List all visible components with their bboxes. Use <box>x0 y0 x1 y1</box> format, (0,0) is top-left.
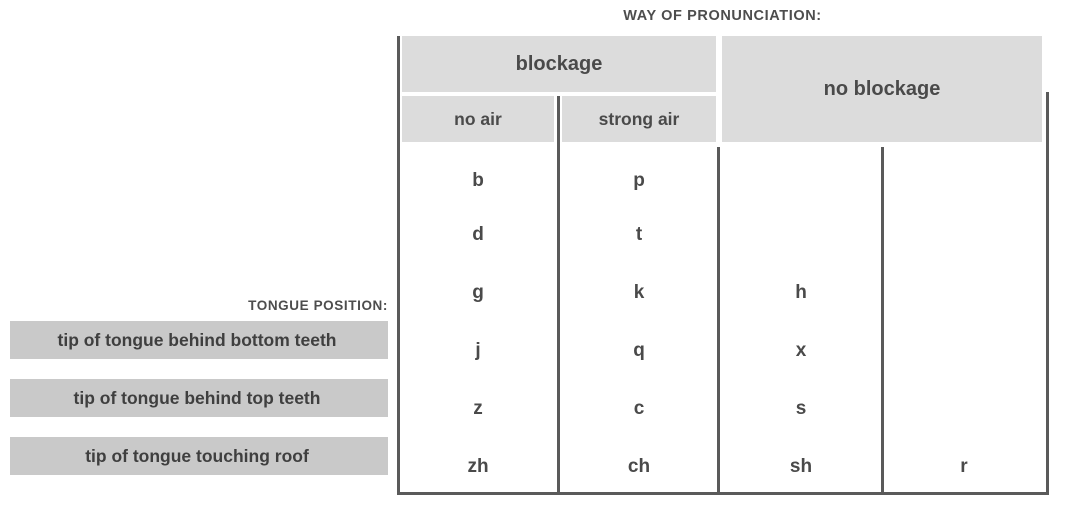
cell-strong-air-4: q <box>633 340 645 361</box>
cell-no-blockage2-4 <box>886 338 1042 364</box>
cell-no-blockage1-2 <box>722 222 880 248</box>
row-label-bottom-teeth: tip of tongue behind bottom teeth <box>10 321 388 359</box>
cell-no-blockage2-5 <box>886 396 1042 422</box>
grid-line-vertical-1 <box>397 36 400 495</box>
grid-line-vertical-4 <box>881 147 884 495</box>
cell-no-air-1: b <box>472 170 484 191</box>
cell-no-air-4: j <box>475 340 481 361</box>
cell-no-blockage1-1 <box>722 168 880 194</box>
cell-no-air-3: g <box>472 282 484 303</box>
cell-no-blockage1-5: s <box>795 398 807 419</box>
cell-no-blockage2-6: r <box>960 456 968 477</box>
row-label-top-teeth: tip of tongue behind top teeth <box>10 379 388 417</box>
cell-no-air-6: zh <box>467 456 489 477</box>
cell-no-blockage2-1 <box>886 168 1042 194</box>
cell-strong-air-3: k <box>633 282 645 303</box>
grid-line-vertical-2 <box>557 96 560 495</box>
column-header-no-air: no air <box>402 96 554 142</box>
cell-strong-air-5: c <box>633 398 645 419</box>
cell-strong-air-1: p <box>633 170 645 191</box>
cell-no-air-5: z <box>473 398 483 419</box>
grid-line-bottom <box>397 492 1049 495</box>
cell-no-blockage1-4: x <box>795 340 807 361</box>
cell-no-blockage2-2 <box>886 222 1042 248</box>
grid-line-vertical-3 <box>717 147 720 495</box>
grid-line-vertical-5 <box>1046 92 1049 495</box>
cell-no-air-2: d <box>472 224 484 245</box>
cell-no-blockage2-3 <box>886 280 1042 306</box>
column-header-blockage: blockage <box>402 36 716 92</box>
cell-strong-air-6: ch <box>627 456 651 477</box>
cell-strong-air-2: t <box>635 224 643 245</box>
row-label-touching-roof: tip of tongue touching roof <box>10 437 388 475</box>
column-header-no-blockage: no blockage <box>722 36 1042 142</box>
cell-no-blockage1-3: h <box>795 282 807 303</box>
tongue-position-title: TONGUE POSITION: <box>248 298 388 313</box>
cell-no-blockage1-6: sh <box>789 456 813 477</box>
column-header-strong-air: strong air <box>562 96 716 142</box>
way-of-pronunciation-title: WAY OF PRONUNCIATION: <box>623 8 822 24</box>
